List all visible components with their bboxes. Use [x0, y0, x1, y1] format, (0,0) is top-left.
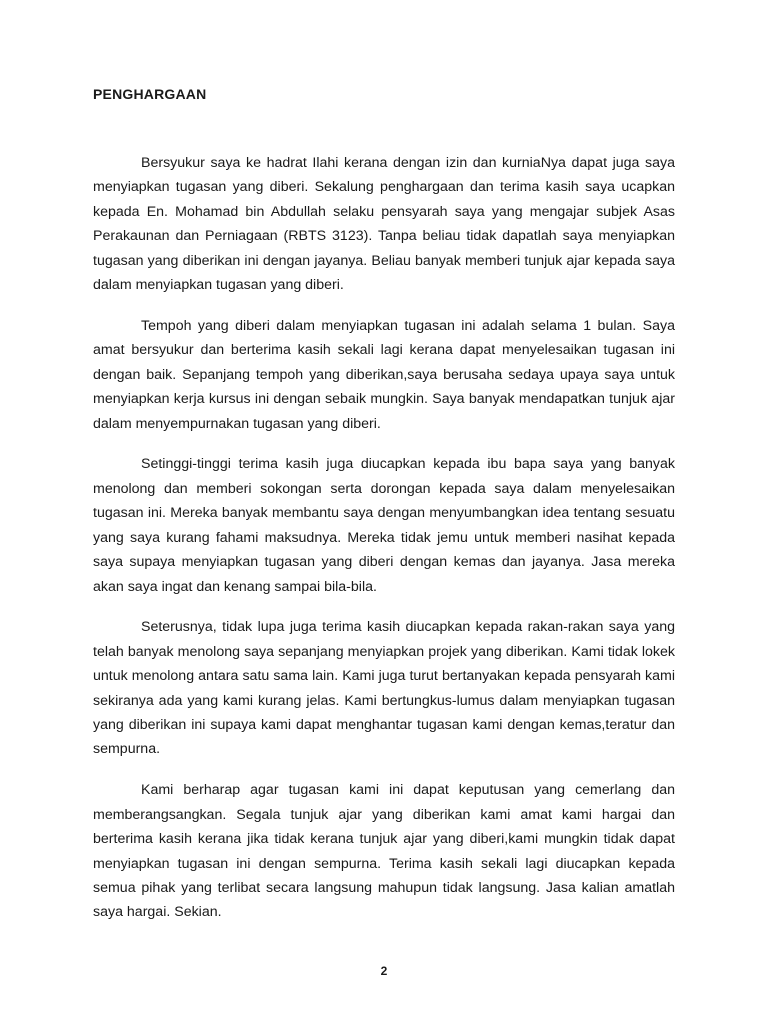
body-text — [93, 151, 675, 941]
paragraph-2: Tempoh yang diberi dalam menyiapkan tugasan ini adalah selama 1 bulan. Saya amat bersyukur dan berterima kasih sekali lagi kerana dapat menyelesaikan tugasan ini dengan baik. Sepanjang tempoh yang diberikan,saya berusaha sedaya upaya saya untuk menyiapkan kerja kursus ini dengan sebaik mungkin. Saya banyak mendapatkan tunjuk ajar dalam menyempurnakan tugasan yang diberi. — [93, 317, 675, 432]
paragraph-3: Setinggi-tinggi terima kasih juga diucapkan kepada ibu bapa saya yang banyak menolong dan memberi sokongan serta dorongan kepada saya dalam menyelesaikan tugasan ini. Mereka banyak membantu saya dengan menyumbangkan idea tentang sesuatu yang saya kurang fahami maksudnya. Mereka tidak jemu untuk memberi nasihat kepada saya supaya menyiapkan tugasan yang diberi dengan kemas dan jayanya. Jasa mereka akan saya ingat dan kenang sampai bila-bila. — [93, 456, 675, 595]
paragraph-1: Bersyukur saya ke hadrat Ilahi kerana dengan izin dan kurniaNya dapat juga saya menyiapkan tugasan yang diberi. Sekalung penghargaan dan terima kasih saya ucapkan kepada En. Mohamad bin Abdullah selaku pensyarah saya yang mengajar subjek Asas Perakaunan dan Perniagaan (RBTS 3123). Tanpa beliau tidak dapatlah saya menyiapkan tugasan yang diberikan ini dengan jayanya. Beliau banyak memberi tunjuk ajar kepada saya dalam menyiapkan tugasan yang diberi. — [93, 155, 675, 294]
page-heading: PENGHARGAAN — [93, 86, 207, 102]
paragraph-5: Kami berharap agar tugasan kami ini dapat keputusan yang cemerlang dan memberangsangkan. Segala tunjuk ajar yang diberikan kami amat kami hargai dan berterima kasih kerana jika tidak kerana tunjuk ajar yang diberi,kami mungkin tidak dapat menyiapkan tugasan ini dengan sempurna. Terima kasih sekali lagi diucapkan kepada semua pihak yang terlibat secara langsung mahupun tidak langsung. Jasa kalian amatlah saya hargai. Sekian. — [93, 782, 675, 921]
page-number: 2 — [380, 964, 388, 978]
paragraph-4: Seterusnya, tidak lupa juga terima kasih diucapkan kepada rakan-rakan saya yang telah banyak menolong saya sepanjang menyiapkan projek yang diberikan. Kami tidak lokek untuk menolong antara satu sama lain. Kami juga turut bertanyakan kepada pensyarah kami sekiranya ada yang kami kurang jelas. Kami bertungkus-lumus dalam menyiapkan tugasan yang diberikan ini supaya kami dapat menghantar tugasan kami dengan kemas,teratur dan sempurna. — [93, 619, 675, 758]
